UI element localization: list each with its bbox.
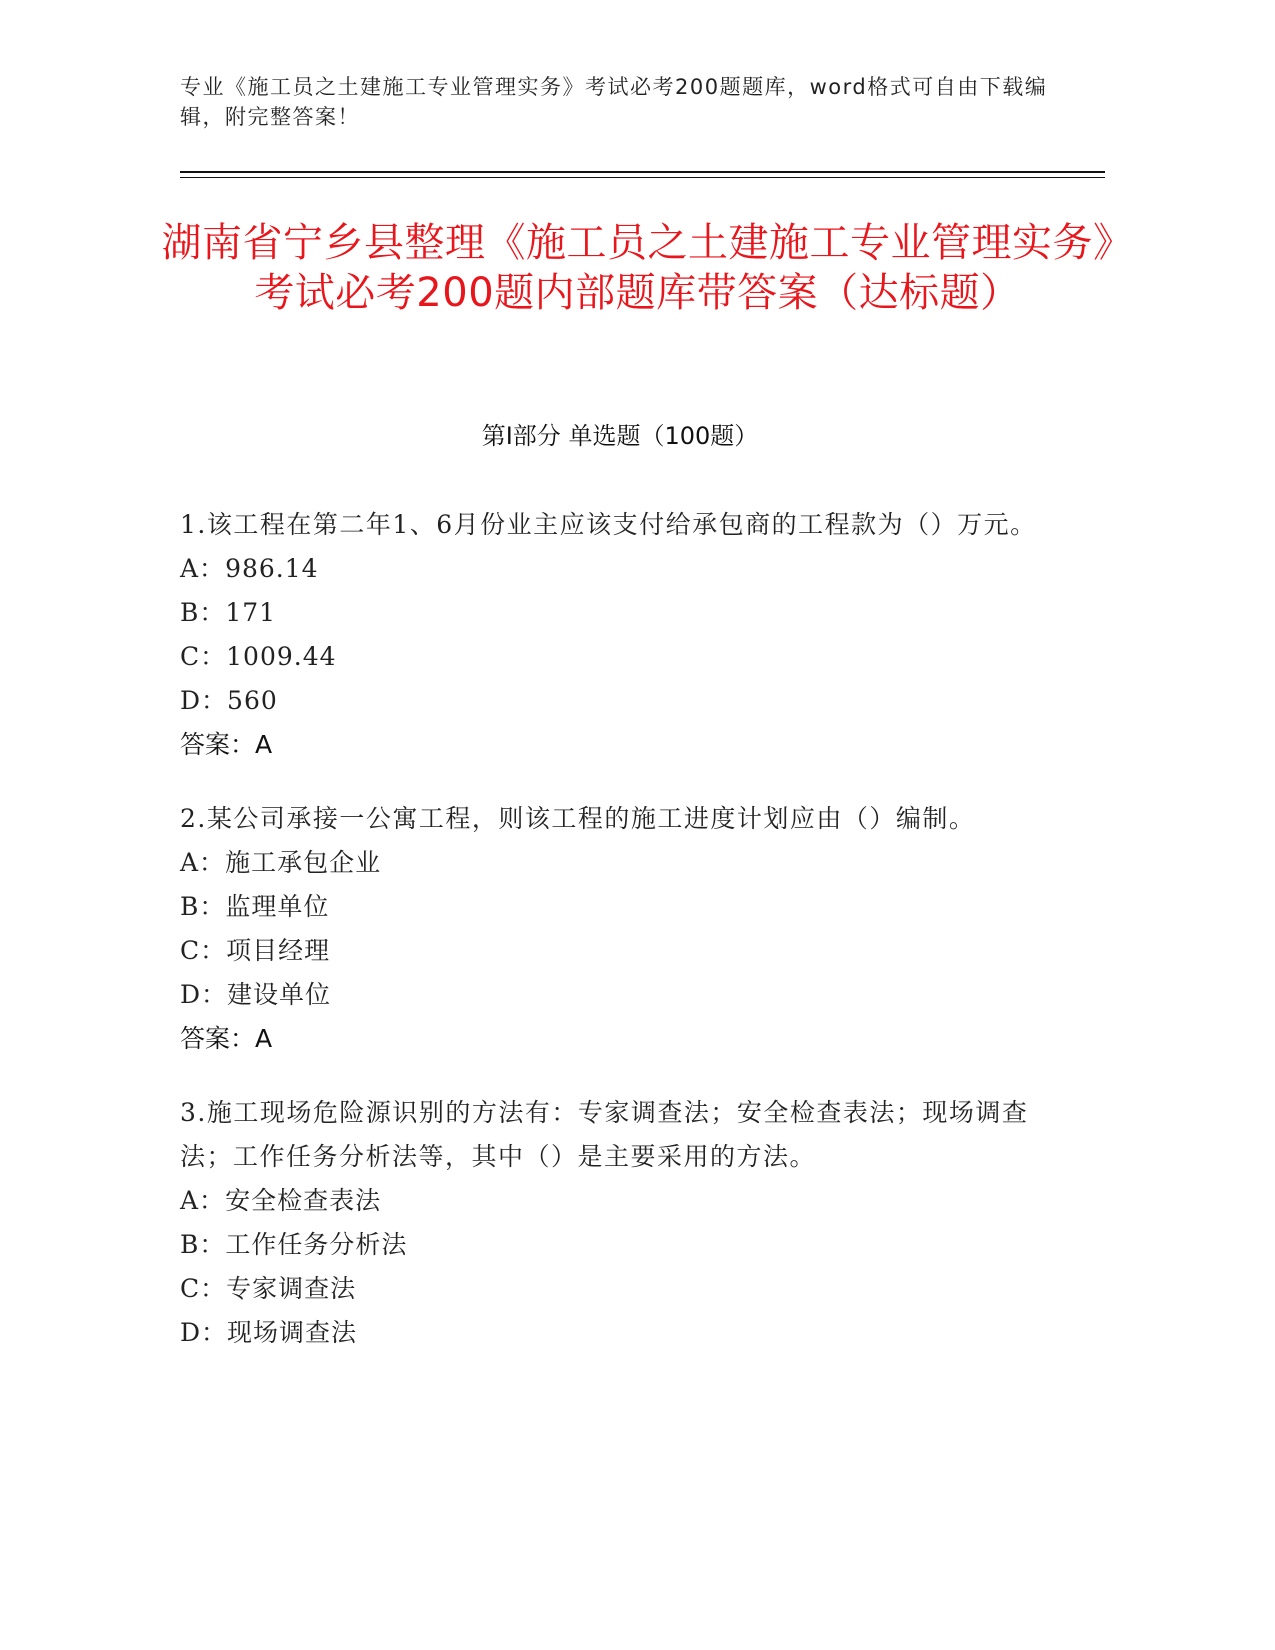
question-stem: 3.施工现场危险源识别的方法有：专家调查法；安全检查表法；现场调查法；工作任务分析法等，其中（）是主要采用的方法。	[180, 1098, 1029, 1171]
header-divider-thin	[180, 177, 1105, 178]
option-letter: B：	[180, 1230, 226, 1259]
header-note: 专业《施工员之土建施工专业管理实务》考试必考200题题库，word格式可自由下载编辑，附完整答案！	[180, 75, 1048, 129]
question-list	[180, 503, 1040, 1385]
option-letter: D：	[180, 686, 228, 715]
option-d	[180, 973, 1040, 1017]
option-a	[180, 1179, 1040, 1223]
option-text: 建设单位	[227, 980, 332, 1009]
option-letter: C：	[180, 642, 227, 671]
section-title: 第I部分 单选题（100题）	[481, 422, 759, 450]
option-c	[180, 635, 1040, 679]
question-stem: 2.某公司承接一公寓工程，则该工程的施工进度计划应由（）编制。	[180, 804, 976, 833]
option-a	[180, 841, 1040, 885]
option-text: 安全检查表法	[225, 1186, 382, 1215]
option-text: 现场调查法	[227, 1318, 358, 1347]
header-divider-thick	[180, 171, 1105, 173]
option-letter: D：	[180, 1318, 228, 1347]
option-text: 专家调查法	[226, 1274, 357, 1303]
question-stem: 1.该工程在第二年1、6月份业主应该支付给承包商的工程款为（）万元。	[180, 510, 1037, 539]
answer: 答案：A	[180, 730, 273, 759]
answer: 答案：A	[180, 1024, 273, 1053]
option-b	[180, 591, 1040, 635]
option-d	[180, 1311, 1040, 1355]
option-letter: A：	[180, 848, 226, 877]
option-text: 施工承包企业	[225, 848, 382, 877]
option-c	[180, 1267, 1040, 1311]
option-b	[180, 1223, 1040, 1267]
option-letter: A：	[180, 554, 226, 583]
option-text: 986.14	[225, 554, 319, 583]
option-letter: B：	[180, 892, 226, 921]
option-letter: C：	[180, 936, 227, 965]
question-3	[180, 1091, 1040, 1355]
option-letter: A：	[180, 1186, 226, 1215]
option-text: 工作任务分析法	[225, 1230, 408, 1259]
option-c	[180, 929, 1040, 973]
option-d	[180, 679, 1040, 723]
option-letter: C：	[180, 1274, 227, 1303]
option-text: 监理单位	[225, 892, 330, 921]
option-letter: B：	[180, 598, 226, 627]
question-1	[180, 503, 1040, 767]
document-title: 湖南省宁乡县整理《施工员之土建施工专业管理实务》考试必考200题内部题库带答案（达标题）	[161, 220, 1114, 316]
option-text: 1009.44	[226, 642, 337, 671]
option-text: 项目经理	[226, 936, 331, 965]
option-b	[180, 885, 1040, 929]
question-2	[180, 797, 1040, 1061]
option-text: 560	[227, 686, 278, 715]
option-text: 171	[225, 598, 277, 627]
option-letter: D：	[180, 980, 228, 1009]
option-a	[180, 547, 1040, 591]
